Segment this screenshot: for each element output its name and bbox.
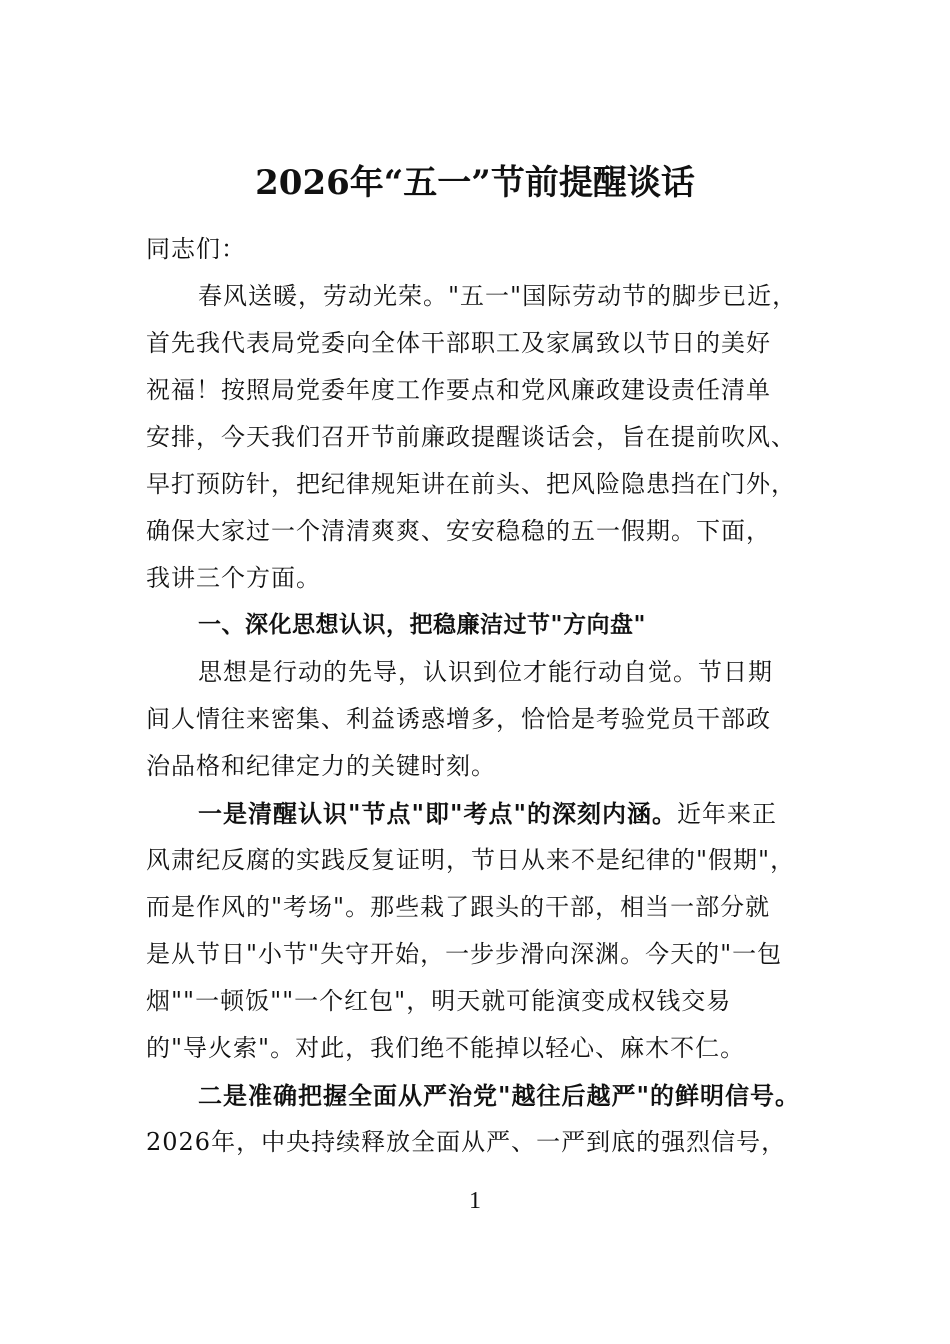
- section-heading: 一、深化思想认识，把稳廉洁过节"方向盘": [198, 612, 646, 638]
- intro-line: 春风送暖，劳动光荣。"五一"国际劳动节的脚步已近，: [198, 282, 798, 310]
- point1-line: 是从节日"小节"失守开始，一步步滑向深渊。今天的"一包: [146, 940, 783, 968]
- page-number: 1: [469, 1188, 481, 1214]
- point1-line: 而是作风的"考场"。那些栽了跟头的干部，相当一部分就: [146, 893, 771, 921]
- section1-line: 间人情往来密集、利益诱惑增多，恰恰是考验党员干部政: [146, 705, 771, 733]
- section1-line: 思想是行动的先导，认识到位才能行动自觉。节日期: [198, 658, 773, 686]
- point2-line: 2026年，中央持续释放全面从严、一严到底的强烈信号，: [146, 1128, 787, 1156]
- document-body: [146, 226, 806, 1166]
- point1-line: 烟""一顿饭""一个红包"，明天就可能演变成权钱交易: [146, 987, 732, 1015]
- intro-line: 早打预防针，把纪律规矩讲在前头、把风险隐患挡在门外，: [146, 470, 796, 498]
- point1-first-line: [146, 790, 806, 837]
- intro-line: 确保大家过一个清清爽爽、安安稳稳的五一假期。下面，: [146, 517, 771, 545]
- intro-line: 我讲三个方面。: [146, 564, 321, 592]
- point1-lead: 一是清醒认识"节点"即"考点"的深刻内涵。: [198, 799, 678, 828]
- section1-line: 治品格和纪律定力的关键时刻。: [146, 752, 496, 780]
- point1-line: 风肃纪反腐的实践反复证明，节日从来不是纪律的"假期"，: [146, 846, 796, 874]
- intro-line: 祝福！按照局党委年度工作要点和党风廉政建设责任清单: [146, 376, 771, 404]
- point2-lead: 二是准确把握全面从严治党"越往后越严"的鲜明信号。: [198, 1081, 801, 1110]
- intro-line: 首先我代表局党委向全体干部职工及家属致以节日的美好: [146, 329, 771, 357]
- document-title: 2026年“五一”节前提醒谈话: [255, 163, 695, 203]
- point1-first-rest: 近年来正: [677, 800, 778, 828]
- point1-line: 的"导火索"。对此，我们绝不能掉以轻心、麻木不仁。: [146, 1034, 746, 1062]
- salutation: 同志们：: [146, 235, 246, 263]
- intro-line: 安排，今天我们召开节前廉政提醒谈话会，旨在提前吹风、: [146, 423, 796, 451]
